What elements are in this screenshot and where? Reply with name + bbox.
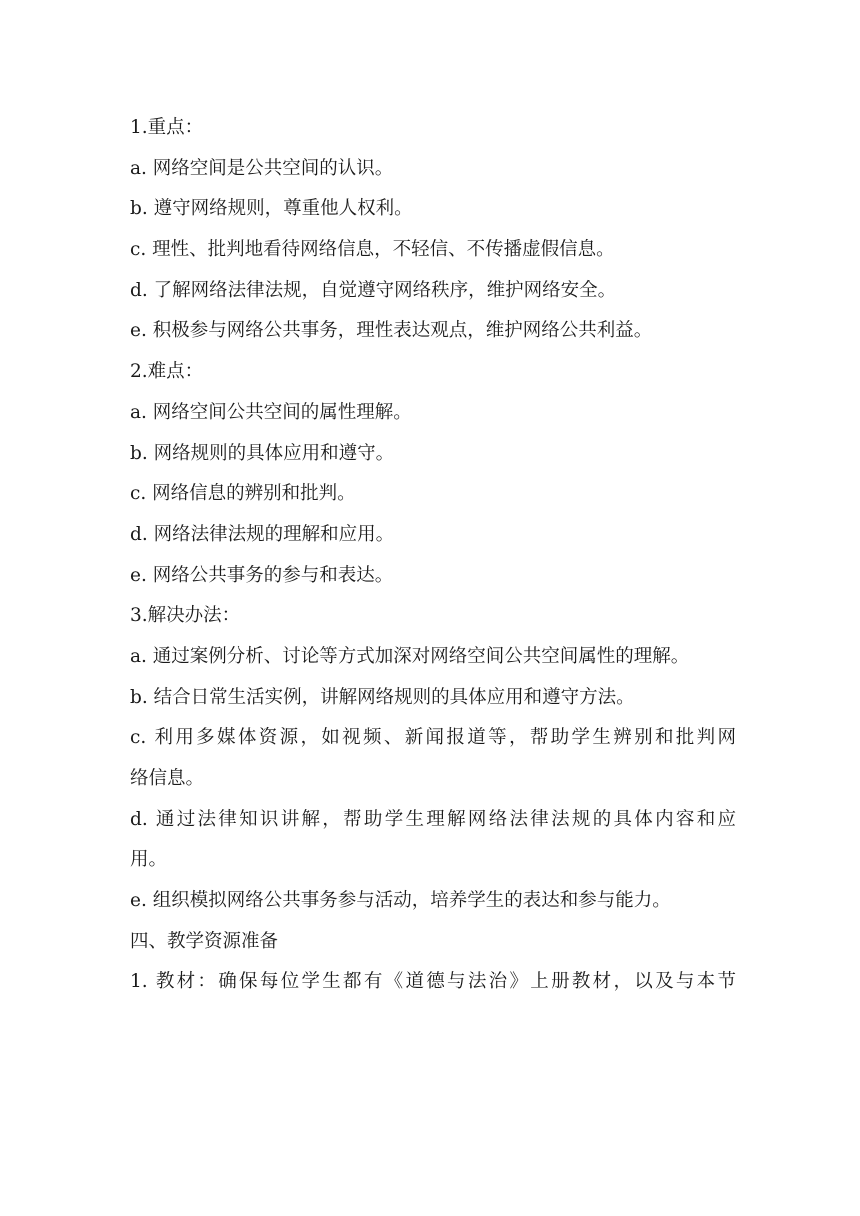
difficulty-b: b. 网络规则的具体应用和遵守。 — [130, 442, 395, 464]
heading-key-points: 1.重点： — [130, 117, 204, 138]
difficulty-e: e. 网络公共事务的参与和表达。 — [130, 564, 394, 586]
solution-e: e. 组织模拟网络公共事务参与活动，培养学生的表达和参与能力。 — [130, 890, 671, 912]
solution-d-continued: 用。 — [130, 849, 168, 871]
key-point-d: d. 了解网络法律法规，自觉遵守网络秩序，维护网络安全。 — [130, 279, 617, 301]
difficulty-d: d. 网络法律法规的理解和应用。 — [130, 523, 395, 545]
solution-b: b. 结合日常生活实例，讲解网络规则的具体应用和遵守方法。 — [130, 686, 635, 708]
solution-d: d. 通过法律知识讲解，帮助学生理解网络法律法规的具体内容和应 — [130, 808, 736, 830]
resource-textbook: 1. 教材：确保每位学生都有《道德与法治》上册教材，以及与本节 — [130, 971, 736, 993]
solution-c: c. 利用多媒体资源，如视频、新闻报道等，帮助学生辨别和批判网 — [130, 727, 736, 749]
key-point-e: e. 积极参与网络公共事务，理性表达观点，维护网络公共利益。 — [130, 320, 653, 342]
document-body — [130, 112, 736, 1007]
difficulty-a: a. 网络空间公共空间的属性理解。 — [130, 401, 412, 423]
heading-difficulties: 2.难点： — [130, 361, 204, 383]
key-point-a: a. 网络空间是公共空间的认识。 — [130, 157, 394, 179]
key-point-b: b. 遵守网络规则，尊重他人权利。 — [130, 198, 413, 220]
difficulty-c: c. 网络信息的辨别和批判。 — [130, 483, 356, 505]
key-point-c: c. 理性、批判地看待网络信息，不轻信、不传播虚假信息。 — [130, 239, 615, 261]
solution-a: a. 通过案例分析、讨论等方式加深对网络空间公共空间属性的理解。 — [130, 645, 690, 667]
heading-teaching-resources: 四、教学资源准备 — [130, 930, 279, 952]
solution-c-continued: 络信息。 — [130, 768, 205, 789]
heading-solutions: 3.解决办法： — [130, 605, 241, 627]
